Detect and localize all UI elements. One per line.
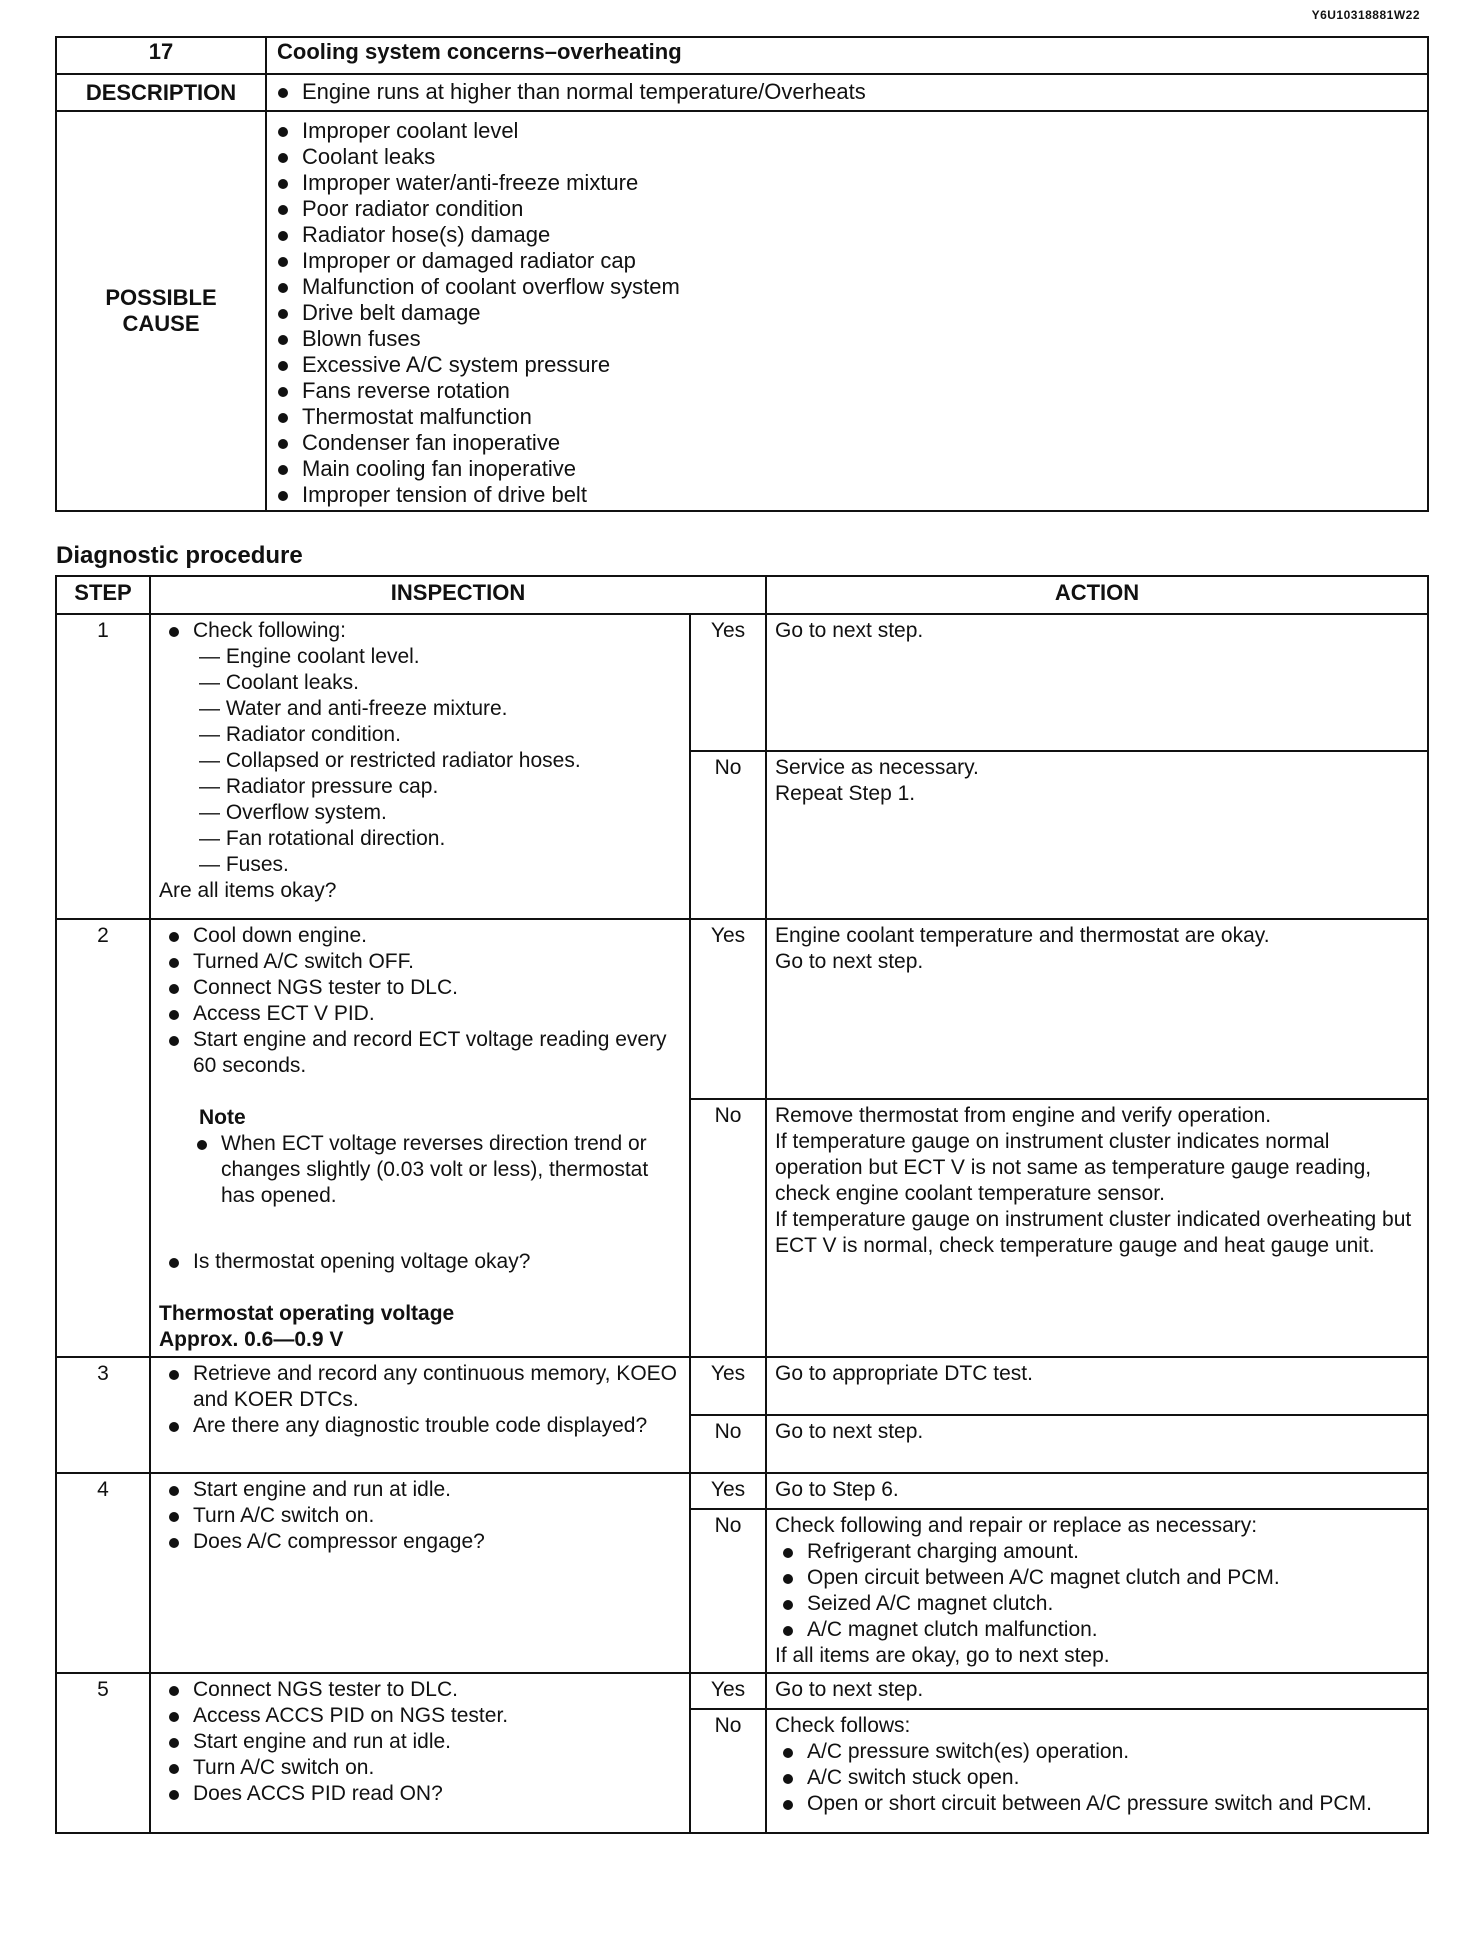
- list-item: — Radiator condition.: [199, 723, 401, 746]
- inspection-header: INSPECTION: [150, 576, 766, 614]
- list-item: Poor radiator condition: [268, 196, 1426, 222]
- possible-cause-label-line2: CAUSE: [122, 311, 200, 336]
- yes-action: Go to appropriate DTC test.: [766, 1357, 1428, 1415]
- list-item: Open or short circuit between A/C pressure switch and PCM.: [775, 1791, 1419, 1817]
- no-label: No: [690, 751, 766, 919]
- step-question: Is thermostat opening voltage okay?: [159, 1249, 681, 1275]
- note-title: Note: [199, 1106, 246, 1129]
- list-item: — Water and anti-freeze mixture.: [199, 697, 508, 720]
- no-label: No: [690, 1099, 766, 1357]
- possible-cause-list: [268, 118, 1426, 508]
- list-item: A/C magnet clutch malfunction.: [775, 1617, 1419, 1643]
- possible-cause-label-line1: POSSIBLE: [105, 285, 217, 310]
- action-line: Repeat Step 1.: [775, 782, 916, 805]
- list-item: Retrieve and record any continuous memory, KOEO and KOER DTCs.: [159, 1361, 681, 1413]
- list-item: Turn A/C switch on.: [159, 1503, 681, 1529]
- no-label: No: [690, 1709, 766, 1833]
- step-number: 5: [56, 1673, 150, 1833]
- action-line: Service as necessary.: [775, 756, 979, 779]
- step-header: STEP: [56, 576, 150, 614]
- yes-label: Yes: [690, 919, 766, 1099]
- list-item: Improper water/anti-freeze mixture: [268, 170, 1426, 196]
- list-item: Improper tension of drive belt: [268, 482, 1426, 508]
- list-item: Main cooling fan inoperative: [268, 456, 1426, 482]
- no-label: No: [690, 1509, 766, 1673]
- step-5-no-action: [766, 1709, 1428, 1833]
- list-item: A/C switch stuck open.: [775, 1765, 1419, 1791]
- step-question: Are all items okay?: [159, 879, 337, 902]
- step-number: 3: [56, 1357, 150, 1473]
- description-label: DESCRIPTION: [56, 74, 266, 111]
- no-action: Go to next step.: [766, 1415, 1428, 1473]
- action-line: If temperature gauge on instrument cluster indicated overheating but ECT V is normal, check temperature gauge and heat gauge unit.: [775, 1208, 1412, 1258]
- list-item: — Fuses.: [199, 853, 289, 876]
- yes-label: Yes: [690, 614, 766, 751]
- list-item: — Fan rotational direction.: [199, 827, 446, 850]
- step-4-inspection: [150, 1473, 690, 1673]
- list-item: Open circuit between A/C magnet clutch and PCM.: [775, 1565, 1419, 1591]
- list-item: Excessive A/C system pressure: [268, 352, 1426, 378]
- yes-label: Yes: [690, 1357, 766, 1415]
- concern-title: Cooling system concerns–overheating: [266, 37, 1428, 74]
- list-item: Start engine and record ECT voltage reading every 60 seconds.: [159, 1027, 681, 1079]
- step-4-no-action: [766, 1509, 1428, 1673]
- list-item: Drive belt damage: [268, 300, 1426, 326]
- step-3-inspection: [150, 1357, 690, 1473]
- spec-value: Approx. 0.6—0.9 V: [159, 1328, 344, 1351]
- yes-action: Go to next step.: [766, 614, 1428, 751]
- concern-number: 17: [56, 37, 266, 74]
- list-item: Connect NGS tester to DLC.: [159, 1677, 681, 1703]
- list-item: Thermostat malfunction: [268, 404, 1426, 430]
- description-text: Engine runs at higher than normal temperature/Overheats: [268, 79, 1426, 105]
- list-item: Are there any diagnostic trouble code displayed?: [159, 1413, 681, 1439]
- list-item: Malfunction of coolant overflow system: [268, 274, 1426, 300]
- list-item: Check following:: [159, 618, 681, 644]
- summary-table: [55, 36, 1429, 512]
- yes-label: Yes: [690, 1673, 766, 1709]
- list-item: Refrigerant charging amount.: [775, 1539, 1419, 1565]
- possible-cause-label: [56, 111, 266, 511]
- spec-title: Thermostat operating voltage: [159, 1302, 455, 1325]
- list-item: A/C pressure switch(es) operation.: [775, 1739, 1419, 1765]
- step-2-yes-action: [766, 919, 1428, 1099]
- action-line: Engine coolant temperature and thermostat are okay.: [775, 924, 1270, 947]
- list-item: — Collapsed or restricted radiator hoses.: [199, 749, 581, 772]
- list-item: Coolant leaks: [268, 144, 1426, 170]
- step-number: 4: [56, 1473, 150, 1673]
- action-line: Remove thermostat from engine and verify operation.: [775, 1104, 1272, 1128]
- list-item: Turned A/C switch OFF.: [159, 949, 681, 975]
- step-2-inspection: [150, 919, 690, 1357]
- step-number: 1: [56, 614, 150, 919]
- list-item: Improper or damaged radiator cap: [268, 248, 1426, 274]
- list-item: Turn A/C switch on.: [159, 1755, 681, 1781]
- list-item: Start engine and run at idle.: [159, 1477, 681, 1503]
- action-line: If temperature gauge on instrument cluster indicates normal operation but ECT V is not same as temperature gauge reading, check engine coolant temperature sensor.: [775, 1130, 1372, 1206]
- diagnostic-procedure-heading: Diagnostic procedure: [56, 542, 303, 569]
- action-line: If all items are okay, go to next step.: [775, 1644, 1110, 1667]
- step-5-inspection: [150, 1673, 690, 1833]
- list-item: Condenser fan inoperative: [268, 430, 1426, 456]
- list-item: Radiator hose(s) damage: [268, 222, 1426, 248]
- list-item: Access ACCS PID on NGS tester.: [159, 1703, 681, 1729]
- step-2-no-action: [766, 1099, 1428, 1357]
- action-line: Go to next step.: [775, 950, 924, 973]
- step-number: 2: [56, 919, 150, 1357]
- list-item: — Overflow system.: [199, 801, 387, 824]
- list-item: Cool down engine.: [159, 923, 681, 949]
- list-item: Blown fuses: [268, 326, 1426, 352]
- yes-action: Go to Step 6.: [766, 1473, 1428, 1509]
- list-item: Does A/C compressor engage?: [159, 1529, 681, 1555]
- list-item: Start engine and run at idle.: [159, 1729, 681, 1755]
- note-text: When ECT voltage reverses direction trend or changes slightly (0.03 volt or less), thermostat has opened.: [189, 1131, 681, 1209]
- action-line: Check follows:: [775, 1714, 911, 1737]
- step-1-inspection: [150, 614, 690, 919]
- list-item: — Coolant leaks.: [199, 671, 359, 694]
- list-item: Fans reverse rotation: [268, 378, 1426, 404]
- list-item: Does ACCS PID read ON?: [159, 1781, 681, 1807]
- list-item: Connect NGS tester to DLC.: [159, 975, 681, 1001]
- list-item: — Engine coolant level.: [199, 645, 420, 668]
- list-item: Seized A/C magnet clutch.: [775, 1591, 1419, 1617]
- document-id: Y6U10318881W22: [1311, 8, 1420, 22]
- yes-label: Yes: [690, 1473, 766, 1509]
- yes-action: Go to next step.: [766, 1673, 1428, 1709]
- action-header: ACTION: [766, 576, 1428, 614]
- no-label: No: [690, 1415, 766, 1473]
- list-item: Improper coolant level: [268, 118, 1426, 144]
- list-item: — Radiator pressure cap.: [199, 775, 439, 798]
- diagnostic-table: [55, 575, 1429, 1834]
- step-1-no-action: [766, 751, 1428, 919]
- action-line: Check following and repair or replace as necessary:: [775, 1514, 1258, 1537]
- list-item: Access ECT V PID.: [159, 1001, 681, 1027]
